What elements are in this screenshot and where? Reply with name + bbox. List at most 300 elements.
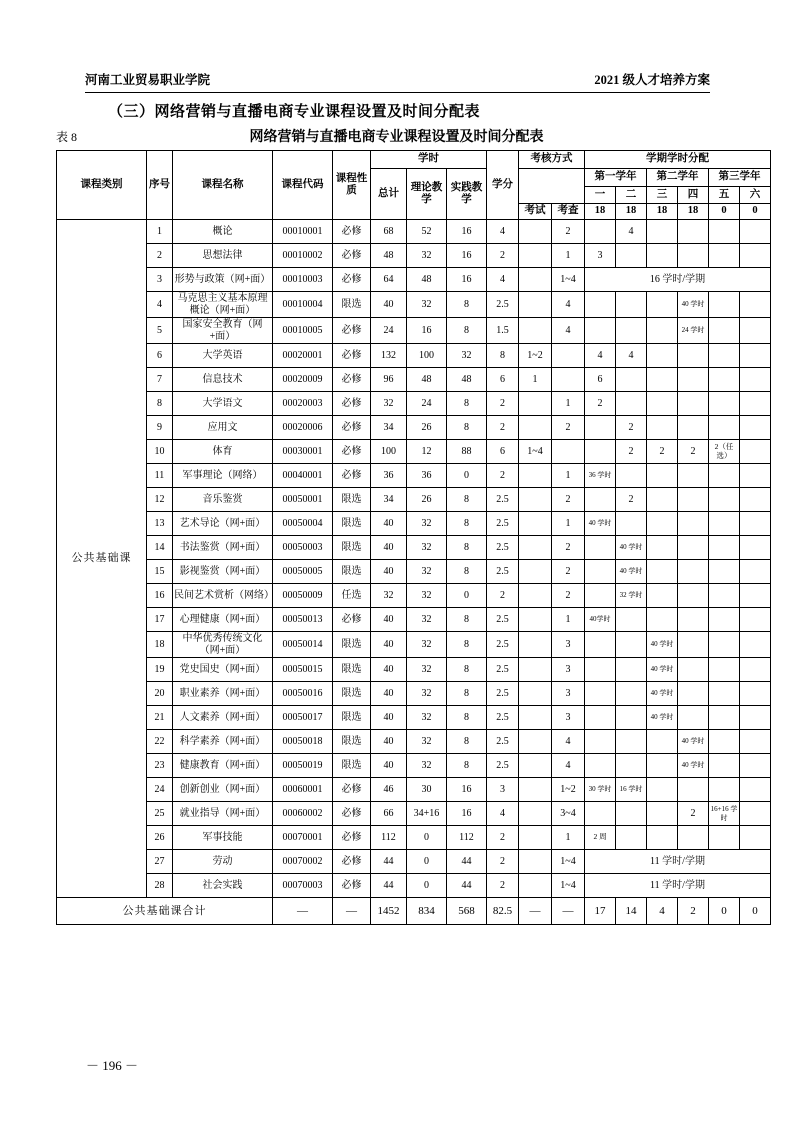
cell-course-nature: 限选 [333,730,371,754]
cell-total-hours: 24 [371,318,407,344]
col-header-year3: 第三学年 [709,169,771,187]
cell-term-2 [616,730,647,754]
cell-term-1 [585,440,616,464]
cell-course-name: 人文素养（网+面） [173,706,273,730]
col-header-term-group: 学期学时分配 [585,151,771,169]
cell-term-2: 40 学时 [616,560,647,584]
cell-course-code: 00050004 [273,512,333,536]
cell-course-name: 影视鉴赏（网+面） [173,560,273,584]
cell-course-nature: 必修 [333,344,371,368]
cell-total-hours: 40 [371,706,407,730]
cell-term-1 [585,220,616,244]
cell-term-2: 4 [616,344,647,368]
cell-practice-hours: 8 [447,512,487,536]
cell-check: 1~4 [552,874,585,898]
cell-term-span: 11 学时/学期 [585,874,771,898]
cell-course-name: 大学语文 [173,392,273,416]
cell-term-4: 40 学时 [678,754,709,778]
cell-course-nature: 限选 [333,536,371,560]
cell-term-4 [678,658,709,682]
cell-term-3 [647,754,678,778]
cell-course-code: 00070002 [273,850,333,874]
col-header-no: 序号 [147,151,173,220]
cell-course-code: 00050013 [273,608,333,632]
course-category-cell: 公共基础课 [57,220,147,898]
col-header-term1: 一 [585,187,616,204]
cell-total-hours: 40 [371,682,407,706]
cell-course-nature: 必修 [333,392,371,416]
cell-course-name: 军事技能 [173,826,273,850]
cell-exam [519,536,552,560]
cell-total-hours: 132 [371,344,407,368]
cell-term-2: 40 学时 [616,536,647,560]
col-header-hours-group: 学时 [371,151,487,169]
cell-term-6 [740,416,771,440]
cell-term-4 [678,632,709,658]
cell-term-6 [740,220,771,244]
cell-course-code: 00060002 [273,802,333,826]
cell-term-2: 2 [616,416,647,440]
cell-total-hours: 40 [371,658,407,682]
summary-credit: 82.5 [487,898,519,925]
cell-check: 2 [552,416,585,440]
cell-term-2 [616,512,647,536]
table-row [57,584,771,608]
summary-theory: 834 [407,898,447,925]
cell-course-name: 信息技术 [173,368,273,392]
summary-term-1: 17 [585,898,616,925]
cell-exam [519,318,552,344]
cell-course-code: 00070003 [273,874,333,898]
cell-theory-hours: 32 [407,560,447,584]
cell-term-6 [740,440,771,464]
summary-term-3: 4 [647,898,678,925]
cell-no: 28 [147,874,173,898]
cell-course-name: 健康教育（网+面） [173,754,273,778]
summary-term-4: 2 [678,898,709,925]
cell-term-5 [709,778,740,802]
cell-check: 3 [552,706,585,730]
cell-term-6 [740,318,771,344]
cell-total-hours: 40 [371,608,407,632]
cell-check: 3 [552,682,585,706]
cell-exam [519,560,552,584]
cell-exam: 1~4 [519,440,552,464]
cell-total-hours: 48 [371,244,407,268]
cell-term-1: 3 [585,244,616,268]
cell-no: 23 [147,754,173,778]
header-plan-name: 2021 级人才培养方案 [594,73,710,87]
cell-check: 1 [552,392,585,416]
cell-check: 2 [552,488,585,512]
summary-practice: 568 [447,898,487,925]
cell-course-code: 00050019 [273,754,333,778]
cell-credit: 2.5 [487,754,519,778]
cell-total-hours: 40 [371,536,407,560]
cell-course-name: 社会实践 [173,874,273,898]
cell-term-1 [585,730,616,754]
cell-exam [519,778,552,802]
cell-term-1 [585,318,616,344]
cell-practice-hours: 8 [447,608,487,632]
col-header-exam: 考试 [519,204,552,220]
cell-term-4 [678,220,709,244]
cell-no: 15 [147,560,173,584]
cell-term-5 [709,584,740,608]
cell-no: 17 [147,608,173,632]
col-header-total: 总计 [371,169,407,220]
cell-no: 6 [147,344,173,368]
cell-check: 2 [552,584,585,608]
cell-check: 2 [552,220,585,244]
cell-term-6 [740,344,771,368]
cell-credit: 2.5 [487,512,519,536]
cell-course-nature: 必修 [333,874,371,898]
cell-check: 1 [552,608,585,632]
cell-credit: 2.5 [487,730,519,754]
summary-row [57,898,771,925]
cell-practice-hours: 8 [447,488,487,512]
table-row [57,344,771,368]
cell-check: 4 [552,292,585,318]
col-header-practice: 实践教学 [447,169,487,220]
cell-exam [519,416,552,440]
cell-total-hours: 64 [371,268,407,292]
cell-term-6 [740,730,771,754]
cell-credit: 2 [487,826,519,850]
cell-course-name: 国家安全教育（网+面） [173,318,273,344]
cell-total-hours: 46 [371,778,407,802]
cell-term-3 [647,368,678,392]
summary-nature: — [333,898,371,925]
cell-no: 3 [147,268,173,292]
summary-total: 1452 [371,898,407,925]
col-header-term5: 五 [709,187,740,204]
cell-check [552,368,585,392]
cell-term-1: 4 [585,344,616,368]
summary-check: — [552,898,585,925]
summary-code: — [273,898,333,925]
summary-term-2: 14 [616,898,647,925]
cell-no: 24 [147,778,173,802]
cell-theory-hours: 12 [407,440,447,464]
cell-theory-hours: 32 [407,512,447,536]
cell-course-code: 00020006 [273,416,333,440]
cell-no: 21 [147,706,173,730]
cell-practice-hours: 8 [447,536,487,560]
cell-practice-hours: 8 [447,416,487,440]
cell-theory-hours: 26 [407,416,447,440]
cell-course-nature: 必修 [333,268,371,292]
cell-term-2 [616,826,647,850]
cell-course-name: 科学素养（网+面） [173,730,273,754]
cell-course-code: 00020009 [273,368,333,392]
cell-exam: 1~2 [519,344,552,368]
summary-term-6: 0 [740,898,771,925]
cell-total-hours: 40 [371,560,407,584]
col-header-nature: 课程性质 [333,151,371,220]
cell-term-6 [740,802,771,826]
cell-theory-hours: 52 [407,220,447,244]
cell-theory-hours: 32 [407,682,447,706]
cell-practice-hours: 16 [447,220,487,244]
cell-no: 18 [147,632,173,658]
cell-course-name: 创新创业（网+面） [173,778,273,802]
cell-term-6 [740,536,771,560]
cell-term-4 [678,608,709,632]
weeks-term1: 18 [585,204,616,220]
cell-term-4 [678,392,709,416]
cell-term-4 [678,464,709,488]
cell-exam [519,512,552,536]
cell-total-hours: 96 [371,368,407,392]
cell-term-3: 40 学时 [647,658,678,682]
cell-credit: 2.5 [487,536,519,560]
cell-course-nature: 必修 [333,416,371,440]
page-number: － 196 － [86,1058,139,1073]
table-row [57,268,771,292]
table-row [57,536,771,560]
col-header-year2: 第二学年 [647,169,709,187]
cell-practice-hours: 0 [447,584,487,608]
table-row [57,464,771,488]
cell-term-1: 40 学时 [585,512,616,536]
cell-exam [519,682,552,706]
cell-course-name: 中华优秀传统文化（网+面） [173,632,273,658]
cell-term-6 [740,826,771,850]
cell-term-3 [647,464,678,488]
table-row [57,658,771,682]
table-row [57,318,771,344]
cell-course-name: 劳动 [173,850,273,874]
cell-no: 26 [147,826,173,850]
cell-term-3 [647,608,678,632]
cell-term-3 [647,244,678,268]
cell-credit: 2.5 [487,632,519,658]
cell-credit: 2 [487,244,519,268]
cell-term-span: 16 学时/学期 [585,268,771,292]
cell-term-1 [585,682,616,706]
cell-term-1: 2 周 [585,826,616,850]
cell-course-code: 00010001 [273,220,333,244]
cell-exam [519,220,552,244]
cell-term-1: 40学时 [585,608,616,632]
cell-no: 27 [147,850,173,874]
col-header-credit: 学分 [487,151,519,220]
cell-term-4 [678,244,709,268]
cell-course-name: 书法鉴赏（网+面） [173,536,273,560]
cell-exam: 1 [519,368,552,392]
cell-term-5 [709,608,740,632]
cell-term-5 [709,536,740,560]
cell-theory-hours: 32 [407,754,447,778]
cell-check: 1~4 [552,850,585,874]
cell-term-3 [647,512,678,536]
cell-term-2 [616,608,647,632]
cell-course-nature: 必修 [333,802,371,826]
cell-term-5 [709,826,740,850]
cell-credit: 2.5 [487,560,519,584]
cell-practice-hours: 8 [447,658,487,682]
cell-term-6 [740,608,771,632]
table-row [57,392,771,416]
cell-practice-hours: 8 [447,730,487,754]
cell-term-3 [647,292,678,318]
cell-course-nature: 限选 [333,682,371,706]
cell-course-name: 民间艺术赏析（网络） [173,584,273,608]
col-header-term3: 三 [647,187,678,204]
cell-term-4 [678,512,709,536]
cell-course-nature: 限选 [333,560,371,584]
cell-term-4: 40 学时 [678,730,709,754]
cell-credit: 2.5 [487,488,519,512]
cell-term-3 [647,778,678,802]
cell-check: 2 [552,536,585,560]
table-row [57,730,771,754]
cell-course-code: 00030001 [273,440,333,464]
cell-course-code: 00050017 [273,706,333,730]
summary-exam: — [519,898,552,925]
col-header-term6: 六 [740,187,771,204]
cell-check: 1~2 [552,778,585,802]
cell-term-5 [709,730,740,754]
cell-term-4 [678,344,709,368]
cell-term-5 [709,292,740,318]
cell-term-1: 2 [585,392,616,416]
cell-practice-hours: 44 [447,874,487,898]
weeks-term5: 0 [709,204,740,220]
cell-theory-hours: 26 [407,488,447,512]
cell-course-code: 00050018 [273,730,333,754]
cell-exam [519,754,552,778]
cell-credit: 2.5 [487,706,519,730]
cell-term-4 [678,416,709,440]
cell-theory-hours: 32 [407,658,447,682]
cell-total-hours: 66 [371,802,407,826]
table-row [57,754,771,778]
cell-term-5 [709,220,740,244]
cell-course-name: 就业指导（网+面） [173,802,273,826]
cell-course-nature: 限选 [333,706,371,730]
cell-term-2 [616,368,647,392]
course-schedule-table [56,150,771,925]
cell-course-name: 音乐鉴赏 [173,488,273,512]
cell-course-code: 00010004 [273,292,333,318]
cell-theory-hours: 32 [407,608,447,632]
cell-term-6 [740,658,771,682]
col-header-theory: 理论教学 [407,169,447,220]
col-header-term4: 四 [678,187,709,204]
cell-exam [519,658,552,682]
table-title: 网络营销与直播电商专业课程设置及时间分配表 [249,130,544,145]
cell-no: 9 [147,416,173,440]
cell-theory-hours: 48 [407,268,447,292]
cell-check [552,440,585,464]
cell-practice-hours: 8 [447,292,487,318]
cell-credit: 2 [487,464,519,488]
cell-course-nature: 限选 [333,658,371,682]
cell-practice-hours: 8 [447,392,487,416]
cell-no: 22 [147,730,173,754]
cell-term-4 [678,536,709,560]
cell-practice-hours: 16 [447,268,487,292]
cell-credit: 2.5 [487,658,519,682]
cell-course-nature: 必修 [333,318,371,344]
cell-credit: 2 [487,416,519,440]
cell-course-nature: 必修 [333,220,371,244]
cell-course-name: 党史国史（网+面） [173,658,273,682]
cell-theory-hours: 36 [407,464,447,488]
cell-check: 1 [552,464,585,488]
col-header-assess-group: 考核方式 [519,151,585,169]
cell-term-3 [647,220,678,244]
table-row [57,488,771,512]
cell-total-hours: 40 [371,292,407,318]
cell-credit: 2 [487,850,519,874]
cell-theory-hours: 30 [407,778,447,802]
cell-term-5 [709,318,740,344]
cell-course-nature: 必修 [333,244,371,268]
cell-check: 1 [552,244,585,268]
col-header-check: 考查 [552,204,585,220]
cell-term-2 [616,802,647,826]
cell-course-nature: 必修 [333,850,371,874]
cell-term-4 [678,368,709,392]
cell-term-5: 2（任选） [709,440,740,464]
cell-practice-hours: 48 [447,368,487,392]
cell-course-code: 00050003 [273,536,333,560]
col-header-year1: 第一学年 [585,169,647,187]
cell-credit: 2.5 [487,608,519,632]
cell-term-2: 32 学时 [616,584,647,608]
cell-practice-hours: 16 [447,778,487,802]
cell-check: 1 [552,512,585,536]
table-label: 表 8 [56,130,78,144]
cell-term-3 [647,802,678,826]
cell-term-1 [585,416,616,440]
table-row [57,292,771,318]
cell-term-span: 11 学时/学期 [585,850,771,874]
cell-course-code: 00040001 [273,464,333,488]
cell-course-code: 00070001 [273,826,333,850]
cell-no: 12 [147,488,173,512]
cell-term-4 [678,682,709,706]
cell-course-code: 00060001 [273,778,333,802]
cell-total-hours: 44 [371,850,407,874]
cell-term-6 [740,488,771,512]
table-row [57,416,771,440]
cell-course-name: 大学英语 [173,344,273,368]
cell-total-hours: 40 [371,512,407,536]
cell-course-code: 00050014 [273,632,333,658]
cell-term-3: 40 学时 [647,632,678,658]
cell-exam [519,488,552,512]
table-row [57,802,771,826]
cell-total-hours: 32 [371,584,407,608]
cell-term-2 [616,706,647,730]
cell-exam [519,706,552,730]
cell-term-5 [709,244,740,268]
cell-no: 2 [147,244,173,268]
cell-credit: 6 [487,368,519,392]
cell-exam [519,850,552,874]
cell-theory-hours: 34+16 [407,802,447,826]
cell-total-hours: 36 [371,464,407,488]
weeks-term2: 18 [616,204,647,220]
cell-total-hours: 44 [371,874,407,898]
table-row [57,632,771,658]
cell-term-3 [647,344,678,368]
